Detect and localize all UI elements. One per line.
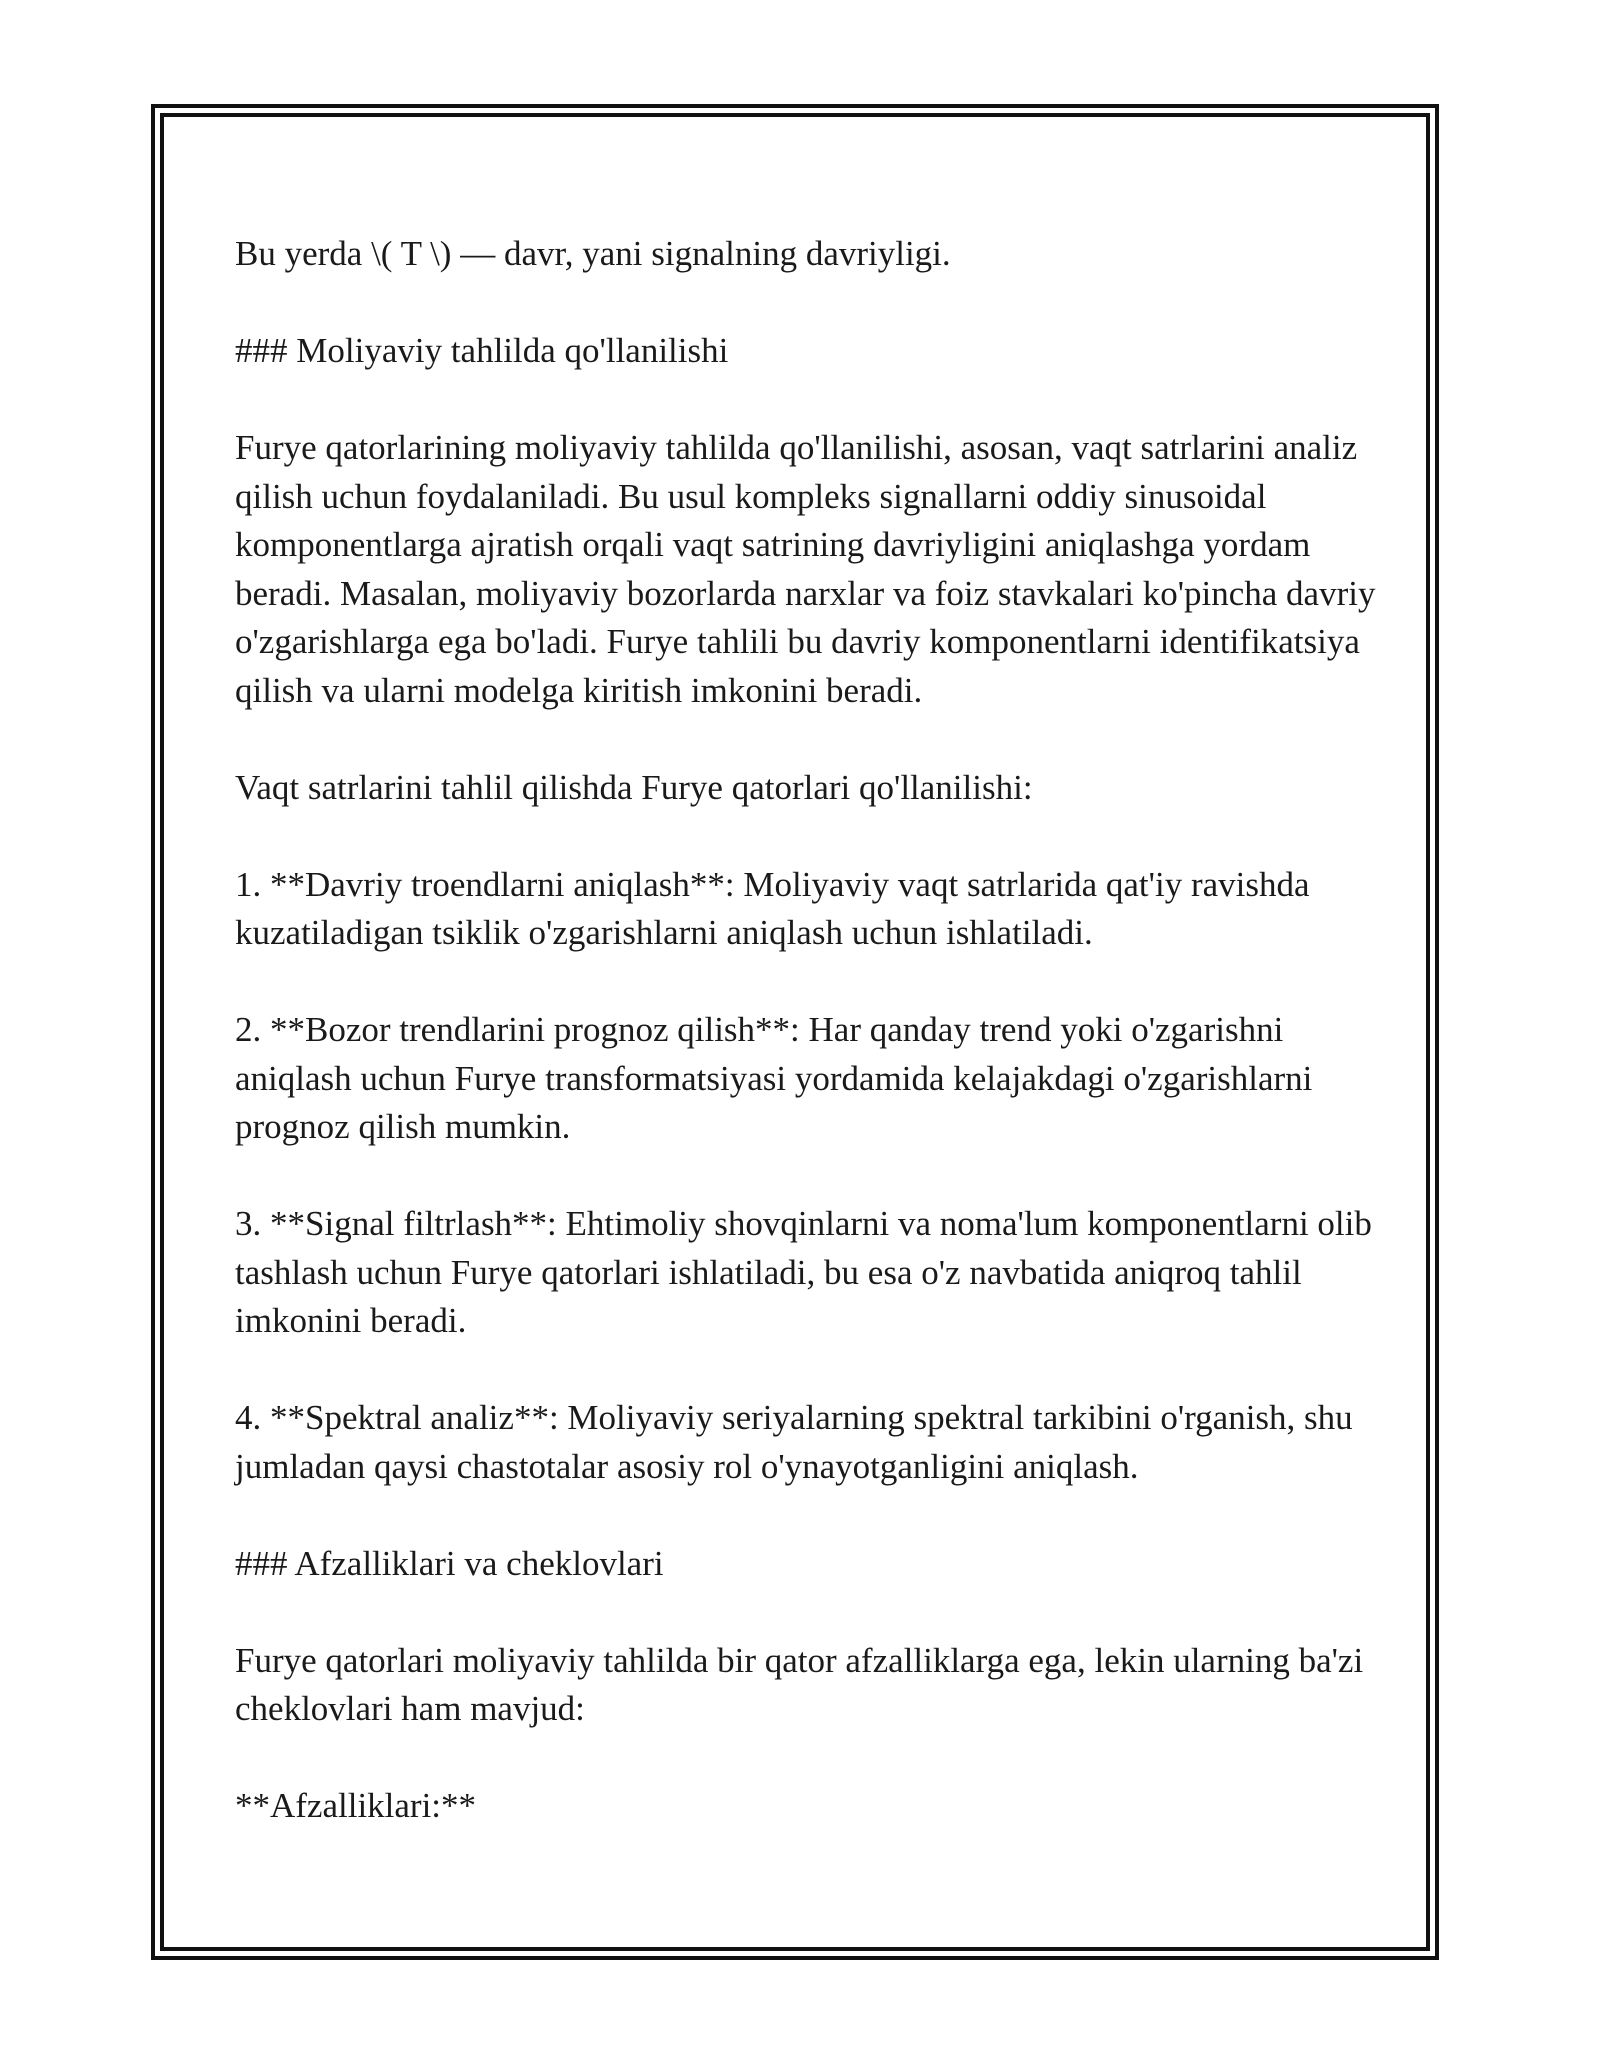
heading-advantages-limitations: ### Afzalliklari va cheklovlari xyxy=(235,1543,664,1583)
paragraph-definition: Bu yerda \( T \) — davr, yani signalning davriyligi. xyxy=(235,234,951,273)
list-item-3: 3. **Signal filtrlash**: Ehtimoliy shovqinlarni va noma'lum komponentlarni olib tashlash uchun Furye qatorlari ishlatiladi, bu esa o'z navbatida aniqroq tahlil imkonini beradi. xyxy=(235,1204,1372,1340)
advantages-label: **Afzalliklari:** xyxy=(235,1786,477,1825)
paragraph-time-series-intro: Vaqt satrlarini tahlil qilishda Furye qatorlari qo'llanilishi: xyxy=(235,767,1033,807)
list-item-4: 4. **Spektral analiz**: Moliyaviy seriyalarning spektral tarkibini o'rganish, shu jumladan qaysi chastotalar asosiy rol o'ynayotganligini aniqlash. xyxy=(235,1398,1353,1486)
paragraph-fourier-financial: Furye qatorlarining moliyaviy tahlilda qo'llanilishi, asosan, vaqt satrlarini analiz qilish uchun foydalaniladi. Bu usul kompleks signallarni oddiy sinusoidal komponentlarga ajratish orqali vaqt satrining davriyligini aniqlashga yordam beradi. Masalan, moliyaviy bozorlarda narxlar va foiz stavkalari ko'pincha davriy o'zgarishlarga ega bo'ladi. Furye tahlili bu davriy komponentlarni identifikatsiya qilish va ularni modelga kiritish imkonini beradi. xyxy=(235,428,1376,710)
document-body xyxy=(235,230,1385,1879)
list-item-1: 1. **Davriy troendlarni aniqlash**: Moliyaviy vaqt satrlarida qat'iy ravishda kuzatiladigan tsiklik o'zgarishlarni aniqlash uchun ishlatiladi. xyxy=(235,864,1310,952)
paragraph-advantages-intro: Furye qatorlari moliyaviy tahlilda bir qator afzalliklarga ega, lekin ularning ba'zi cheklovlari ham mavjud: xyxy=(235,1640,1364,1728)
list-item-2: 2. **Bozor trendlarini prognoz qilish**: Har qanday trend yoki o'zgarishni aniqlash uchun Furye transformatsiyasi yordamida kelajakdagi o'zgarishlarni prognoz qilish mumkin. xyxy=(235,1010,1313,1146)
heading-financial-application: ### Moliyaviy tahlilda qo'llanilishi xyxy=(235,331,729,370)
